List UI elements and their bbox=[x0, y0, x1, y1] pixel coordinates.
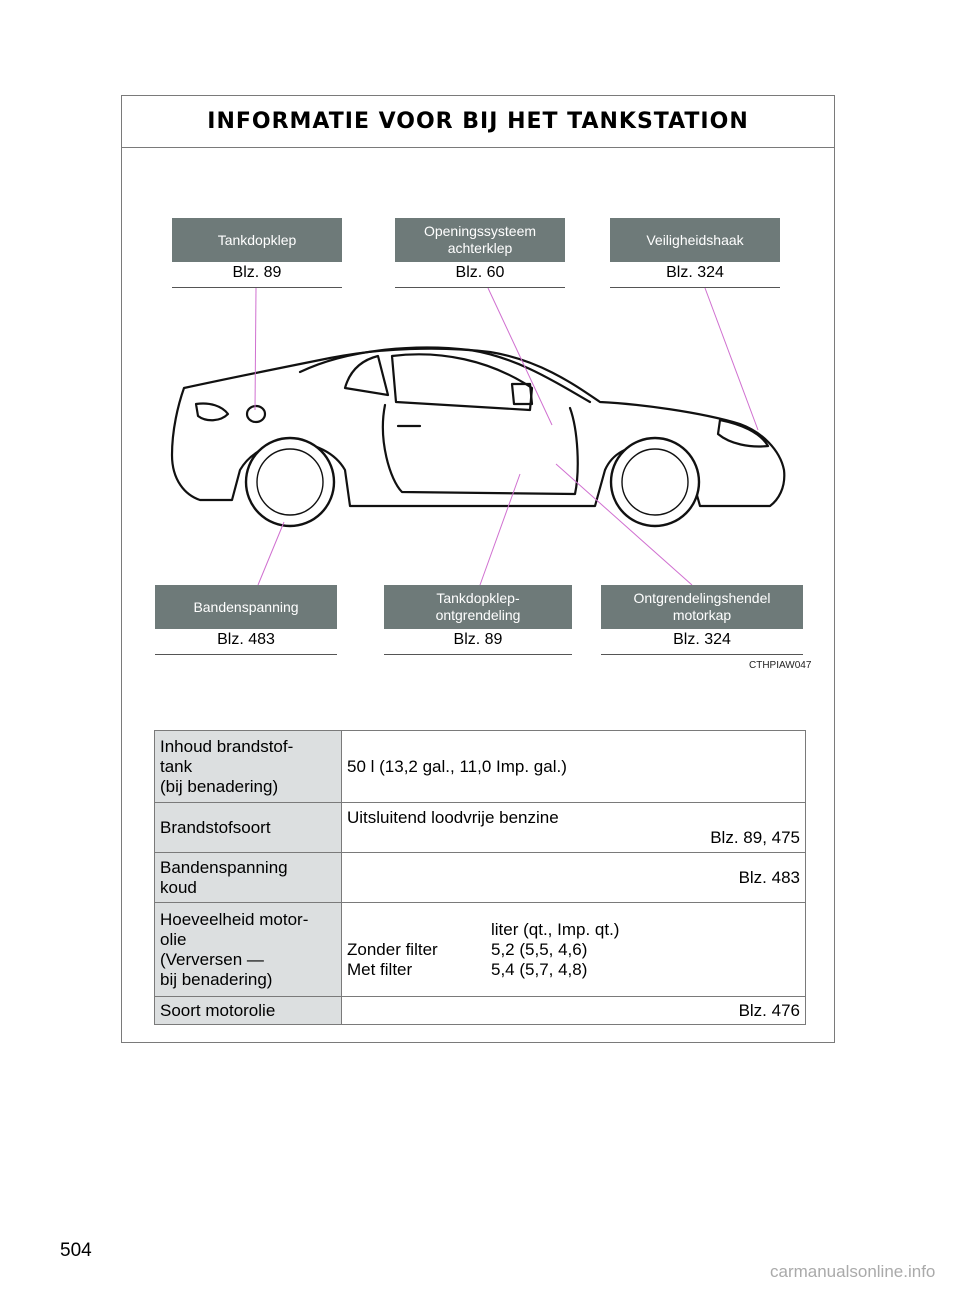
oil-row bbox=[347, 960, 800, 980]
diagram-id: CTHPIAW047 bbox=[749, 660, 812, 671]
callout-label bbox=[172, 218, 342, 262]
callout-page-ref: Blz. 324 bbox=[610, 262, 780, 288]
label-text: Bandenspanning bbox=[193, 598, 299, 615]
table-row bbox=[155, 903, 806, 997]
callout-page-ref: Blz. 483 bbox=[155, 629, 337, 655]
oil-value: 5,2 (5,5, 4,6) bbox=[491, 939, 588, 959]
watermark: carmanualsonline.info bbox=[770, 1262, 936, 1281]
page-ref: Blz. 483 bbox=[342, 853, 806, 903]
callout-fuel-release bbox=[384, 585, 572, 655]
key-line: tank bbox=[160, 756, 193, 776]
oil-row bbox=[347, 940, 800, 960]
callout-page-ref: Blz. 89 bbox=[172, 262, 342, 288]
callout-page-ref: Blz. 60 bbox=[395, 262, 565, 288]
callout-hood-release bbox=[601, 585, 803, 655]
table-row bbox=[155, 803, 806, 853]
label-text: Tankdopklep bbox=[217, 231, 297, 248]
callout-safety-hook bbox=[610, 218, 780, 288]
spec-value bbox=[342, 803, 806, 853]
label-text: ontgrendeling bbox=[435, 607, 521, 623]
label-text: Tankdopklep- bbox=[436, 590, 520, 606]
value-text: Uitsluitend loodvrije benzine bbox=[347, 807, 559, 827]
table-row bbox=[155, 731, 806, 803]
callout-label bbox=[610, 218, 780, 262]
callout-label bbox=[395, 218, 565, 262]
label-text: Veiligheidshaak bbox=[646, 231, 744, 248]
key-line: olie bbox=[160, 929, 187, 949]
oil-value: 5,4 (5,7, 4,8) bbox=[491, 959, 588, 979]
oil-label: Met filter bbox=[347, 959, 413, 979]
oil-label: Zonder filter bbox=[347, 939, 438, 959]
callout-tire-pressure bbox=[155, 585, 337, 655]
callout-tank-flap bbox=[172, 218, 342, 288]
label-text: achterklep bbox=[447, 240, 513, 256]
key-line: Inhoud brandstof- bbox=[160, 736, 294, 756]
table-row bbox=[155, 997, 806, 1025]
page-title: INFORMATIE VOOR BIJ HET TANKSTATION bbox=[122, 96, 834, 148]
callout-trunk bbox=[395, 218, 565, 288]
callout-page-ref: Blz. 324 bbox=[601, 629, 803, 655]
key-line: (Verversen — bbox=[160, 949, 264, 969]
spec-key bbox=[155, 853, 342, 903]
oil-header: liter (qt., Imp. qt.) bbox=[491, 919, 620, 939]
page-ref: Blz. 476 bbox=[342, 997, 806, 1025]
key-line: (bij benadering) bbox=[160, 776, 279, 796]
label-text: motorkap bbox=[672, 607, 732, 623]
callout-page-ref: Blz. 89 bbox=[384, 629, 572, 655]
key-line: Hoeveelheid motor- bbox=[160, 909, 309, 929]
key-line: koud bbox=[160, 877, 197, 897]
spec-table bbox=[154, 730, 806, 1025]
page-ref: Blz. 89, 475 bbox=[710, 827, 800, 847]
spec-value bbox=[342, 903, 806, 997]
label-text: Openingssysteem bbox=[423, 223, 537, 239]
label-text: Ontgrendelingshendel bbox=[633, 590, 771, 606]
callout-label bbox=[601, 585, 803, 629]
spec-key bbox=[155, 731, 342, 803]
callout-label bbox=[155, 585, 337, 629]
table-row bbox=[155, 853, 806, 903]
callout-label bbox=[384, 585, 572, 629]
spec-value: 50 l (13,2 gal., 11,0 Imp. gal.) bbox=[342, 731, 806, 803]
key-line: Bandenspanning bbox=[160, 857, 288, 877]
page-number: 504 bbox=[60, 1240, 92, 1261]
key-line: bij benadering) bbox=[160, 969, 273, 989]
spec-key bbox=[155, 903, 342, 997]
spec-key: Brandstofsoort bbox=[155, 803, 342, 853]
spec-key: Soort motorolie bbox=[155, 997, 342, 1025]
